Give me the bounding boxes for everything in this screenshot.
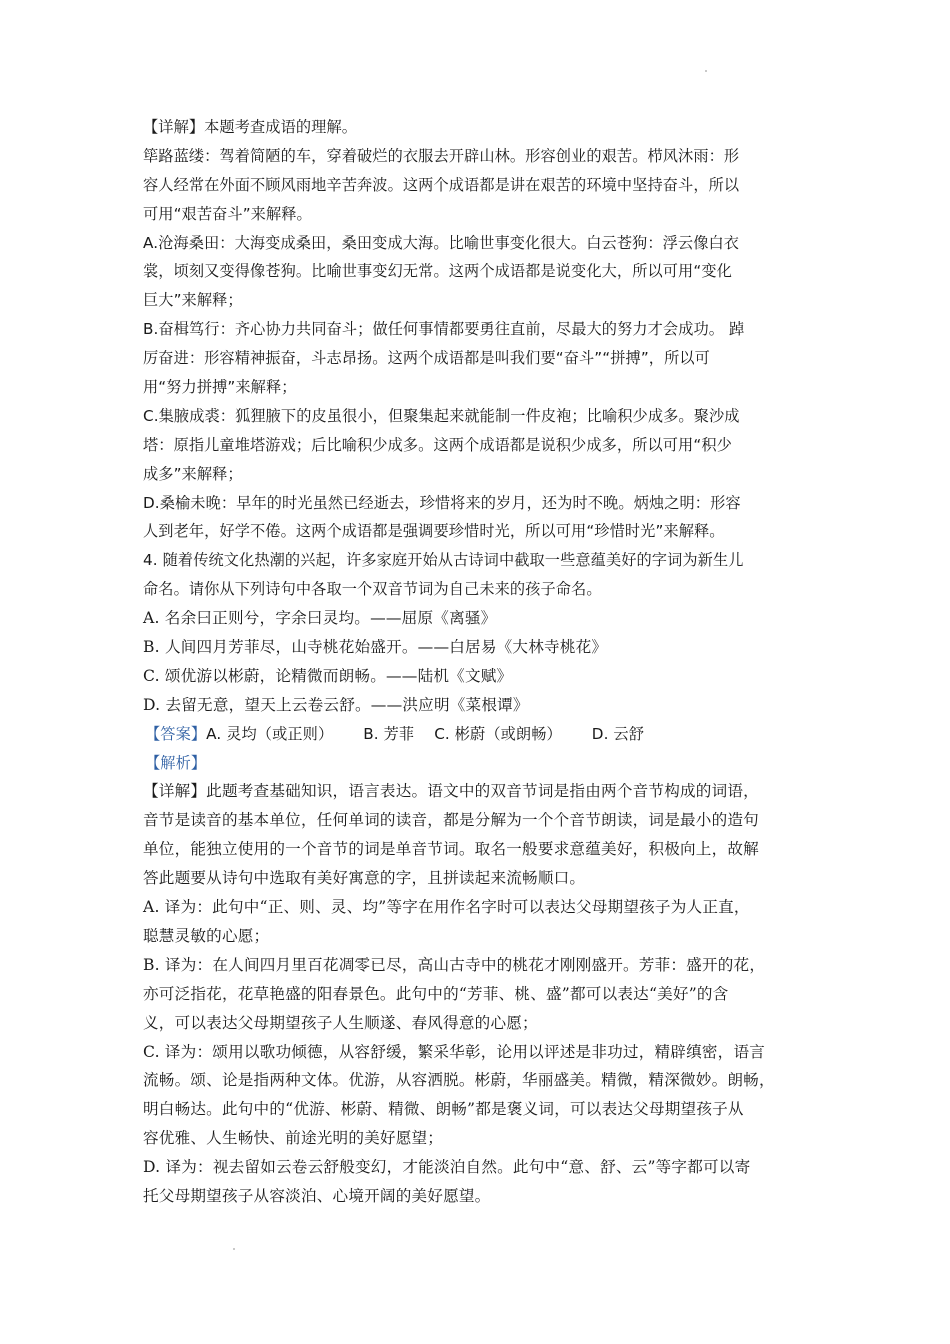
detail-text-line: 音节是读音的基本单位，任何单词的读音，都是分解为一个个音节朗读，词是最小的造句 xyxy=(143,811,759,830)
scan-dot-bottom xyxy=(233,1248,235,1250)
text-line: A.沧海桑田：大海变成桑田，桑田变成大海。比喻世事变化很大。白云苍狗：浮云像白衣 xyxy=(143,233,740,252)
text-line: 成多”来解释； xyxy=(143,464,243,483)
text-line: D. 去留无意，望天上云卷云舒。——洪应明《菜根谭》 xyxy=(143,695,529,714)
detail-text-line: 聪慧灵敏的心愿； xyxy=(143,926,270,945)
text-line: 命名。请你从下列诗句中各取一个双音节词为自己未来的孩子命名。 xyxy=(143,580,602,599)
answer-item-d: D. 云舒 xyxy=(591,724,645,743)
detail-text-line: 亦可泛指花，花草艳盛的阳春景色。此句中的“芳菲、桃、盛”都可以表达“美好”的含 xyxy=(143,984,729,1003)
answer-item-a: A. 灵均（或正则） xyxy=(206,724,334,743)
text-line: B. 人间四月芳菲尽，山寺桃花始盛开。——白居易《大林寺桃花》 xyxy=(143,638,608,657)
document-body xyxy=(143,113,808,1211)
text-line: 厉奋进：形容精神振奋，斗志昂扬。这两个成语都是叫我们要“奋斗”“拼搏”，所以可 xyxy=(143,349,710,368)
detail-text-line: C. 译为：颂用以歌功倾德，从容舒缓，繁采华彰，论用以评述是非功过，精辟缜密，语言 xyxy=(143,1042,766,1061)
text-line: 4. 随着传统文化热潮的兴起，许多家庭开始从古诗词中截取一些意蕴美好的字词为新生儿 xyxy=(143,551,744,570)
answer-item-b: B. 芳菲 xyxy=(363,724,415,743)
answer-line xyxy=(143,720,808,749)
answer-item-c: C. 彬蔚（或朗畅） xyxy=(434,724,562,743)
text-line: A. 名余曰正则兮，字余曰灵均。——屈原《离骚》 xyxy=(143,609,497,628)
detail-text-line: 流畅。颂、论是指两种文体。优游，从容洒脱。彬蔚，华丽盛美。精微，精深微妙。朗畅， xyxy=(143,1071,775,1090)
text-line: 裳，顷刻又变得像苍狗。比喻世事变幻无常。这两个成语都是说变化大，所以可用“变化 xyxy=(143,262,732,281)
scan-dot-top xyxy=(705,70,707,72)
detail-text-line: A. 译为：此句中“正、则、灵、均”等字在用作名字时可以表达父母期望孩子为人正直， xyxy=(143,898,750,917)
detail-text-line: 容优雅、人生畅快、前途光明的美好愿望； xyxy=(143,1129,444,1148)
detail-text-line: 托父母期望孩子从容淡泊、心境开阔的美好愿望。 xyxy=(143,1186,491,1205)
detail-text-line: D. 译为：视去留如云卷云舒般变幻，才能淡泊自然。此句中“意、舒、云”等字都可以寄 xyxy=(143,1158,751,1177)
detail-block xyxy=(143,777,808,1210)
text-line: 巨大”来解释； xyxy=(143,291,243,310)
text-line: D.桑榆未晚：早年的时光虽然已经逝去，珍惜将来的岁月，还为时不晚。炳烛之明：形容 xyxy=(143,493,741,512)
detail-text-line: B. 译为：在人间四月里百花凋零已尽，高山古寺中的桃花才刚刚盛开。芳菲：盛开的花， xyxy=(143,955,766,974)
analysis-line xyxy=(143,749,808,778)
text-line: 容人经常在外面不顾风雨地辛苦奔波。这两个成语都是讲在艰苦的环境中坚持奋斗，所以 xyxy=(143,175,740,194)
detail-text-line: 答此题要从诗句中选取有美好寓意的字，且拼读起来流畅顺口。 xyxy=(143,869,586,888)
explanation-block xyxy=(143,113,808,720)
text-line: 塔：原指儿童堆塔游戏；后比喻积少成多。这两个成语都是说积少成多，所以可用“积少 xyxy=(143,435,732,454)
detail-text-line: 【详解】此题考查基础知识，语言表达。语文中的双音节词是指由两个音节构成的词语， xyxy=(143,782,759,801)
detail-text-line: 义，可以表达父母期望孩子人生顺遂、春风得意的心愿； xyxy=(143,1013,538,1032)
text-line: 可用“艰苦奋斗”来解释。 xyxy=(143,204,312,223)
text-line: C. 颂优游以彬蔚，论精微而朗畅。——陆机《文赋》 xyxy=(143,666,513,685)
text-line: 用“努力拼搏”来解释； xyxy=(143,378,297,397)
detail-text-line: 单位，能独立使用的一个音节的词是单音节词。取名一般要求意蕴美好，积极向上，故解 xyxy=(143,840,759,859)
answer-label: 【答案】 xyxy=(145,724,207,743)
text-line: C.集腋成裘：狐狸腋下的皮虽很小，但聚集起来就能制一件皮袍；比喻积少成多。聚沙成 xyxy=(143,406,740,425)
analysis-label: 【解析】 xyxy=(145,753,207,772)
text-line: 筚路蓝缕：驾着简陋的车，穿着破烂的衣服去开辟山林。形容创业的艰苦。栉风沐雨：形 xyxy=(143,146,740,165)
text-line: 【详解】本题考查成语的理解。 xyxy=(143,118,358,136)
text-line: 人到老年，好学不倦。这两个成语都是强调要珍惜时光，所以可用“珍惜时光”来解释。 xyxy=(143,522,725,541)
text-line: B.奋楫笃行：齐心协力共同奋斗；做任何事情都要勇往直前，尽最大的努力才会成功。 踔 xyxy=(143,320,745,339)
detail-text-line: 明白畅达。此句中的“优游、彬蔚、精微、朗畅”都是褒义词，可以表达父母期望孩子从 xyxy=(143,1100,744,1119)
